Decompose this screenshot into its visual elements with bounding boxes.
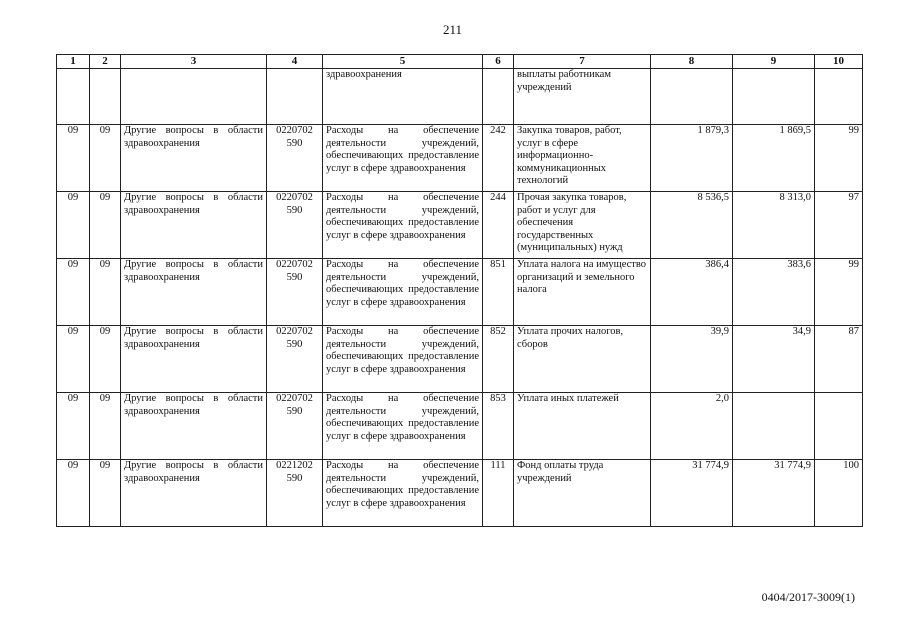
expense-type-cell: Фонд оплаты труда учреждений <box>514 460 651 527</box>
column-header: 8 <box>651 55 733 69</box>
expense-description-cell: здравоохранения <box>323 69 483 125</box>
table-cell <box>483 69 514 125</box>
planned-amount-cell: 386,4 <box>651 259 733 326</box>
subsection-code-cell: 09 <box>90 259 121 326</box>
target-article-cell: 0221202 590 <box>267 460 323 527</box>
expense-kind-code-cell: 111 <box>483 460 514 527</box>
table-cell <box>57 69 90 125</box>
planned-amount-cell: 2,0 <box>651 393 733 460</box>
continuation-row <box>57 69 863 125</box>
expense-type-cell: Прочая закупка товаров, работ и услуг для обеспечения государственных (муниципальных) нужд <box>514 192 651 259</box>
section-code-cell: 09 <box>57 259 90 326</box>
execution-percent-cell: 99 <box>815 125 863 192</box>
target-article-cell: 0220702 590 <box>267 259 323 326</box>
planned-amount-cell: 1 879,3 <box>651 125 733 192</box>
page-number: 211 <box>442 22 463 37</box>
subsection-code-cell: 09 <box>90 326 121 393</box>
expense-description-cell: Расходы на обеспечение деятельности учреждений, обеспечивающих предоставление услуг в сфере здравоохранения <box>323 393 483 460</box>
expense-description-cell: Расходы на обеспечение деятельности учреждений, обеспечивающих предоставление услуг в сфере здравоохранения <box>323 259 483 326</box>
expense-type-cell: Уплата налога на имущество организаций и земельного налога <box>514 259 651 326</box>
executed-amount-cell: 383,6 <box>733 259 815 326</box>
table-row <box>57 192 863 259</box>
expense-type-cell: Уплата иных платежей <box>514 393 651 460</box>
target-article-cell: 0220702 590 <box>267 125 323 192</box>
expense-kind-code-cell: 851 <box>483 259 514 326</box>
document-code: 0404/2017-3009(1) <box>761 590 855 604</box>
table-cell <box>815 69 863 125</box>
column-header: 10 <box>815 55 863 69</box>
section-code-cell: 09 <box>57 125 90 192</box>
execution-percent-cell: 87 <box>815 326 863 393</box>
section-code-cell: 09 <box>57 192 90 259</box>
header-row <box>57 55 863 69</box>
executed-amount-cell: 31 774,9 <box>733 460 815 527</box>
table-row <box>57 326 863 393</box>
section-name-cell: Другие вопросы в области здравоохранения <box>121 259 267 326</box>
expense-kind-code-cell: 852 <box>483 326 514 393</box>
subsection-code-cell: 09 <box>90 393 121 460</box>
section-name-cell: Другие вопросы в области здравоохранения <box>121 192 267 259</box>
table-row <box>57 393 863 460</box>
target-article-cell: 0220702 590 <box>267 393 323 460</box>
expense-type-cell: выплаты работникам учреждений <box>514 69 651 125</box>
column-header: 2 <box>90 55 121 69</box>
subsection-code-cell: 09 <box>90 125 121 192</box>
expense-type-cell: Уплата прочих налогов, сборов <box>514 326 651 393</box>
planned-amount-cell: 39,9 <box>651 326 733 393</box>
table-row <box>57 460 863 527</box>
column-header: 3 <box>121 55 267 69</box>
table-cell <box>121 69 267 125</box>
section-name-cell: Другие вопросы в области здравоохранения <box>121 393 267 460</box>
section-code-cell: 09 <box>57 393 90 460</box>
execution-percent-cell: 99 <box>815 259 863 326</box>
executed-amount-cell <box>733 393 815 460</box>
column-header: 4 <box>267 55 323 69</box>
table-row <box>57 125 863 192</box>
section-code-cell: 09 <box>57 460 90 527</box>
column-header: 6 <box>483 55 514 69</box>
section-name-cell: Другие вопросы в области здравоохранения <box>121 326 267 393</box>
table-row <box>57 259 863 326</box>
executed-amount-cell: 34,9 <box>733 326 815 393</box>
expense-description-cell: Расходы на обеспечение деятельности учреждений, обеспечивающих предоставление услуг в сфере здравоохранения <box>323 326 483 393</box>
column-header: 7 <box>514 55 651 69</box>
subsection-code-cell: 09 <box>90 192 121 259</box>
table-cell <box>267 69 323 125</box>
section-name-cell: Другие вопросы в области здравоохранения <box>121 125 267 192</box>
execution-percent-cell <box>815 393 863 460</box>
section-name-cell: Другие вопросы в области здравоохранения <box>121 460 267 527</box>
column-header: 1 <box>57 55 90 69</box>
target-article-cell: 0220702 590 <box>267 326 323 393</box>
planned-amount-cell: 31 774,9 <box>651 460 733 527</box>
planned-amount-cell: 8 536,5 <box>651 192 733 259</box>
target-article-cell: 0220702 590 <box>267 192 323 259</box>
expense-description-cell: Расходы на обеспечение деятельности учреждений, обеспечивающих предоставление услуг в сфере здравоохранения <box>323 125 483 192</box>
execution-percent-cell: 97 <box>815 192 863 259</box>
expense-type-cell: Закупка товаров, работ, услуг в сфере информационно-коммуникационных технологий <box>514 125 651 192</box>
expense-kind-code-cell: 242 <box>483 125 514 192</box>
execution-percent-cell: 100 <box>815 460 863 527</box>
section-code-cell: 09 <box>57 326 90 393</box>
table-cell <box>90 69 121 125</box>
subsection-code-cell: 09 <box>90 460 121 527</box>
budget-table <box>56 54 863 527</box>
executed-amount-cell: 8 313,0 <box>733 192 815 259</box>
expense-kind-code-cell: 853 <box>483 393 514 460</box>
column-header: 9 <box>733 55 815 69</box>
table-cell <box>733 69 815 125</box>
column-header: 5 <box>323 55 483 69</box>
expense-kind-code-cell: 244 <box>483 192 514 259</box>
expense-description-cell: Расходы на обеспечение деятельности учреждений, обеспечивающих предоставление услуг в сфере здравоохранения <box>323 192 483 259</box>
table-cell <box>651 69 733 125</box>
executed-amount-cell: 1 869,5 <box>733 125 815 192</box>
expense-description-cell: Расходы на обеспечение деятельности учреждений, обеспечивающих предоставление услуг в сфере здравоохранения <box>323 460 483 527</box>
